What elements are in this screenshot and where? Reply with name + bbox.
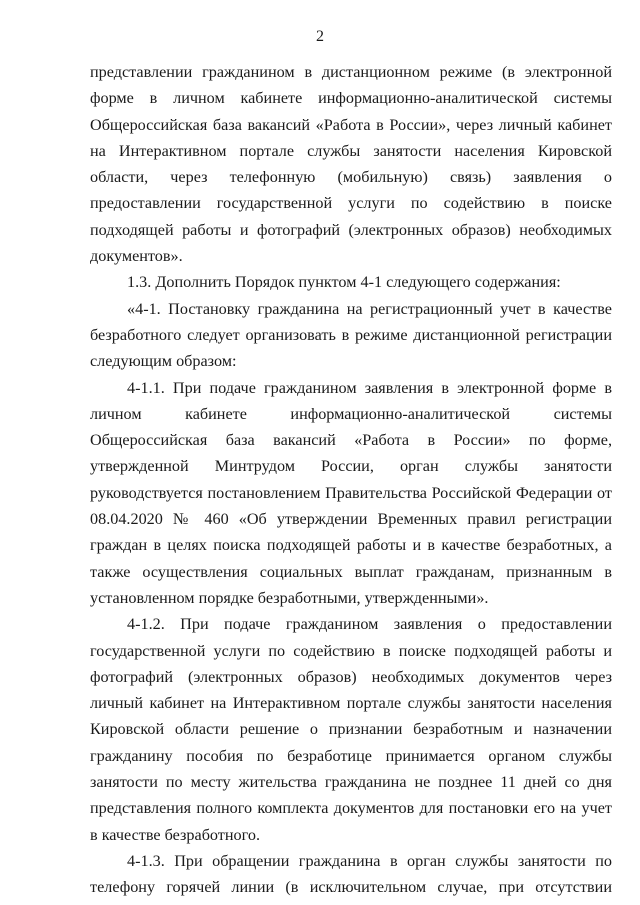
paragraph-continuation: представлении гражданином в дистанционном режиме (в электронной форме в личном кабинете информационно-аналитической системы Общероссийская база вакансий «Работа в России», через личный кабинет на Интерактивном портале службы занятости населения Кировской области, через телефонную (мобильную) связь) заявления о предоставлении государственной услуги по содействию в поиске подходящей работы и фотографий (электронных образов) необходимых документов».	[90, 63, 612, 266]
paragraph-4-1-3: 4-1.3. При обращении гражданина в орган службы занятости по телефону горячей линии (в исключительном случае, при отсутствии	[90, 851, 612, 897]
paragraph-4-1-2: 4-1.2. При подаче гражданином заявления о предоставлении государственной услуги по содействию в поиске подходящей работы и фотографий (электронных образов) необходимых документов через личный кабинет на Интерактивном портале службы занятости населения Кировской области решение о признании безработным и назначении гражданину пособия по безработице принимается органом службы занятости по месту жительства гражданина не позднее 11 дней со дня представления полного комплекта документов для постановки его на учет в качестве безработного.	[90, 615, 612, 844]
document-body	[90, 59, 612, 901]
paragraph-4-1: «4-1. Постановку гражданина на регистрационный учет в качестве безработного следует организовать в режиме дистанционной регистрации следующим образом:	[90, 299, 612, 371]
paragraph-1-3: 1.3. Дополнить Порядок пунктом 4-1 следующего содержания:	[127, 273, 561, 292]
paragraph-4-1-1: 4-1.1. При подаче гражданином заявления в электронной форме в личном кабинете информационно-аналитической системы Общероссийская база вакансий «Работа в России» по форме, утвержденной Минтрудом России, орган службы занятости руководствуется постановлением Правительства Российской Федерации от 08.04.2020 № 460 «Об утверждении Временных правил регистрации граждан в целях поиска подходящей работы и в качестве безработных, а также осуществления социальных выплат гражданам, признанным в установленном порядке безработными, утвержденными».	[90, 378, 612, 607]
page-number: 2	[316, 28, 324, 45]
